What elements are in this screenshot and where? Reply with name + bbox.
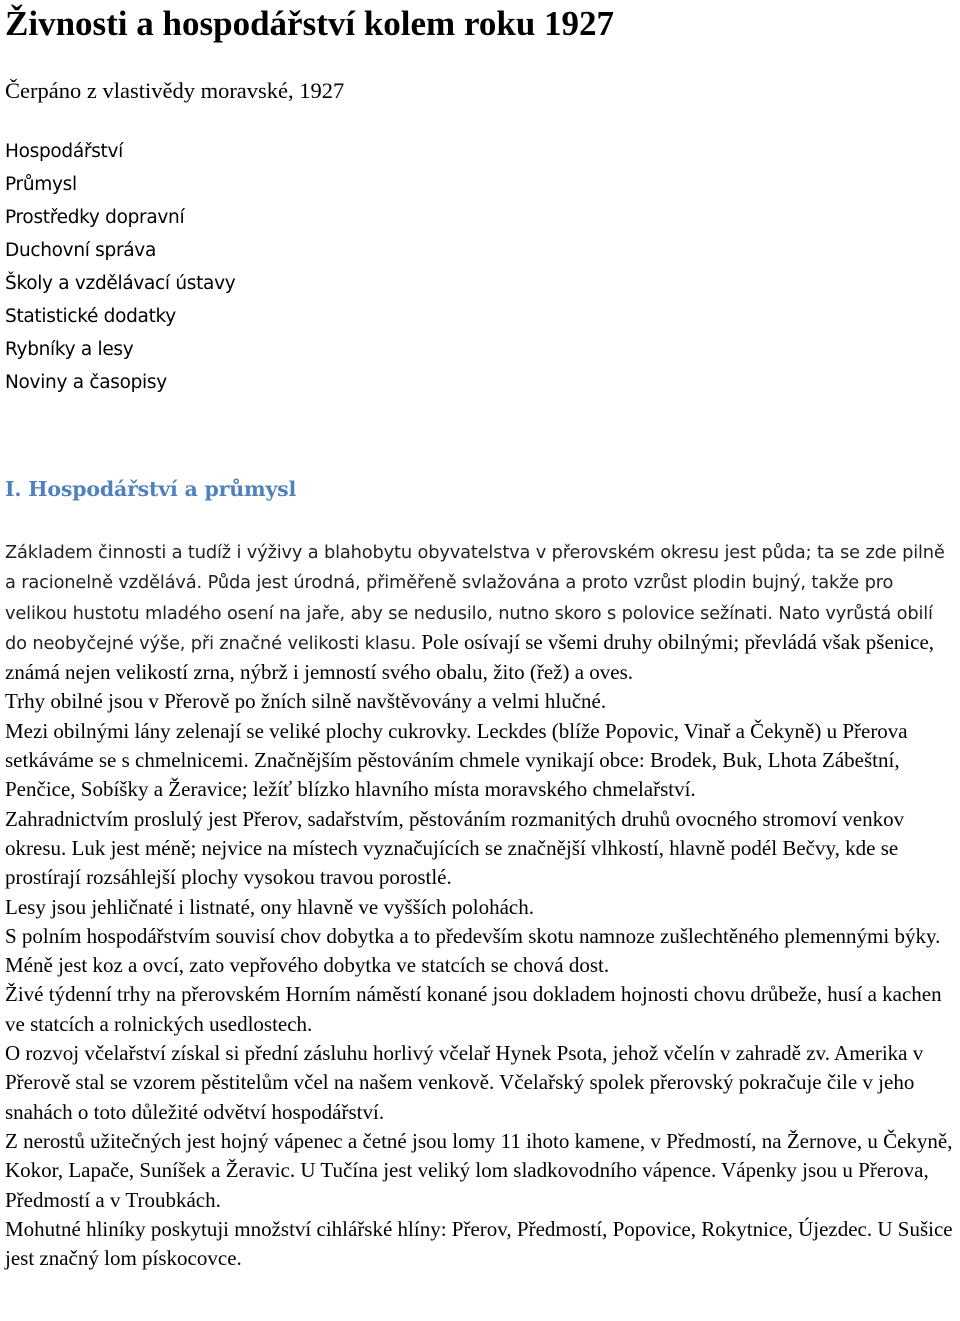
section-heading: I. Hospodářství a průmysl	[5, 477, 297, 501]
paragraph-beekeeping: O rozvoj včelařství získal si přední zásluhu horlivý včelař Hynek Psota, jehož včelín v zahradě zv. Amerika v Přerově stal se vzorem pěstitelům včel na našem venkově. Včelařský spolek přerovský pokračuje čile v jeho snahách o toto důležité odvětví hospodářství.	[5, 1041, 924, 1124]
toc-item-statisticke-dodatky[interactable]: Statistické dodatky	[5, 306, 176, 327]
page-title: Živnosti a hospodářství kolem roku 1927	[5, 4, 615, 43]
intro-paragraph	[5, 537, 955, 687]
toc-item-rybniky-a-lesy[interactable]: Rybníky a lesy	[5, 339, 134, 360]
document-page	[5, 0, 955, 1273]
table-of-contents	[5, 135, 955, 399]
toc-item-prostredky-dopravni[interactable]: Prostředky dopravní	[5, 207, 185, 228]
paragraph-clay-pits: Mohutné hliníky poskytuji množství cihlářské hlíny: Přerov, Předmostí, Popovice, Rokytnice, Újezdec. U Sušice jest značný lom pískocovce.	[5, 1216, 953, 1271]
toc-item-duchovni-sprava[interactable]: Duchovní správa	[5, 240, 156, 261]
paragraph-forests: Lesy jsou jehličnaté i listnaté, ony hlavně ve vyšších polohách.	[5, 894, 534, 919]
page-subtitle: Čerpáno z vlastivědy moravské, 1927	[5, 78, 345, 103]
paragraph-livestock: S polním hospodářstvím souvisí chov dobytka a to především skotu namnoze zušlechtěného plemennými býky. Méně jest koz a ovcí, zato vepřového dobytka ve statcích se chová dost.	[5, 923, 941, 978]
toc-item-hospodarstvi[interactable]: Hospodářství	[5, 141, 123, 162]
section-body	[5, 537, 955, 1273]
paragraph-gardening: Zahradnictvím proslulý jest Přerov, sadařstvím, pěstováním rozmanitých druhů ovocného stromoví venkov okresu. Luk jest méně; nejvice na místech vyznačujících se značnější vlhkostí, hlavně podél Bečvy, kde se prostírají rozsáhlejší plochy vysokou travou porostlé.	[5, 806, 905, 890]
intro-sentence: Základem činnosti a tudíž i výživy a blahobytu obyvatelstva v přerovském okresu jest půda; ta se zde pilně a racionelně vzdělává.	[5, 542, 945, 594]
paragraph-grain-markets: Trhy obilné jsou v Přerově po žních silně navštěvovány a velmi hlučné.	[5, 689, 607, 714]
paragraph-sugar-beet-hops: Mezi obilnými lány zelenají se veliké plochy cukrovky. Leckdes (blíže Popovic, Vinař a Čekyně) u Přerova setkáváme se s chmelnicemi. Značnějším pěstováním chmele vynikají obce: Brodek, Buk, Lhota Zábeštní, Penčice, Sobíšky a Žeravice; ležíť blízko hlavního místa moravského chmelařství.	[5, 718, 908, 802]
intro-sentence-3: Nato vyrůstá obilí do neobyčejné výše, při značné velikosti klasu.	[5, 602, 933, 654]
toc-item-noviny-a-casopisy[interactable]: Noviny a časopisy	[5, 372, 167, 393]
intro-sentence-4: Pole osívají se všemi druhy obilnými; převládá však pšenice, známá nejen velikostí zrna, nýbrž i jemností svého obalu, žito (řež) a oves.	[5, 629, 935, 685]
intro-sentence-2: Půda jest úrodná, přiměřeně svlažována a proto vzrůst plodin bujný, takže pro velikou hustotu mladého osení na jaře, aby se nedusilo, nutno skoro s polovice sežínati.	[5, 572, 894, 624]
toc-item-prumysl[interactable]: Průmysl	[5, 174, 77, 195]
paragraph-poultry-markets: Živé týdenní trhy na přerovském Horním náměstí konané jsou dokladem hojnosti chovu drůbeže, husí a kachen ve statcích a rolnických usedlostech.	[5, 982, 942, 1036]
toc-item-skoly[interactable]: Školy a vzdělávací ústavy	[5, 273, 236, 294]
paragraph-minerals: Z nerostů užitečných jest hojný vápenec a četné jsou lomy 11 ihoto kamene, v Předmostí, na Žernove, u Čekyně, Kokor, Lapače, Suníšek a Žeravic. U Tučína jest veliký lom sladkovodního vápence. Vápenky jsou u Přerova, Předmostí a v Troubkách.	[5, 1128, 953, 1212]
